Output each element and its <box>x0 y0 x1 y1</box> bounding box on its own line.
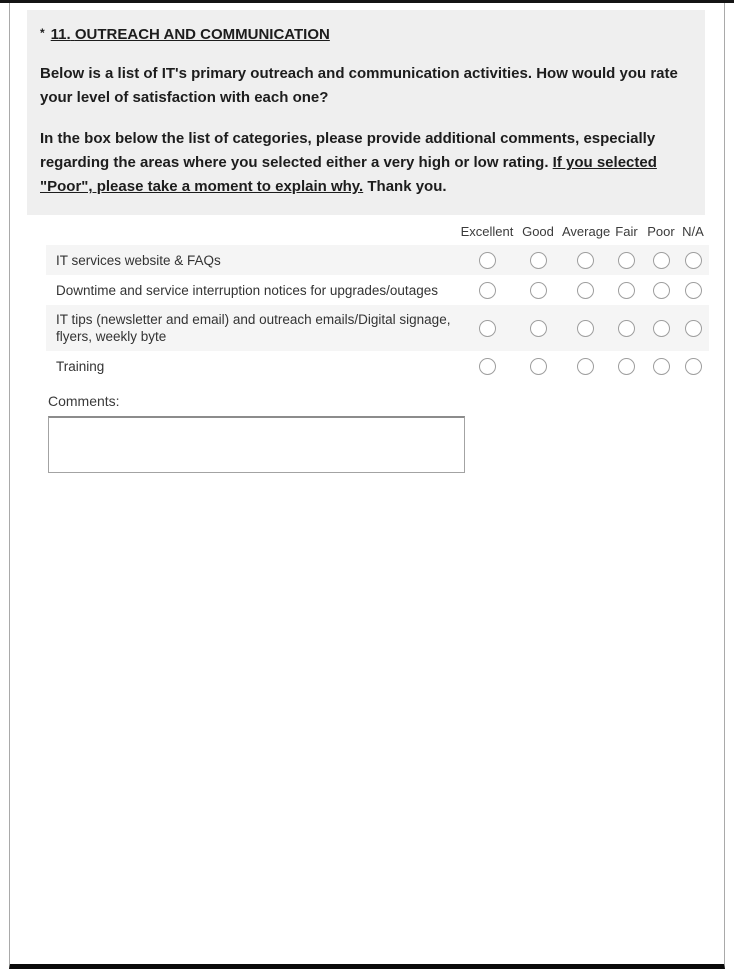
column-header-fair: Fair <box>615 224 638 239</box>
radio-it-services-website-faqs-fair[interactable] <box>618 252 635 269</box>
radio-training-average[interactable] <box>577 358 594 375</box>
radio-it-services-website-faqs-average[interactable] <box>577 252 594 269</box>
radio-downtime-and-service-int-fair[interactable] <box>618 282 635 299</box>
radio-cell <box>645 311 677 345</box>
row-label: IT tips (newsletter and email) and outreach emails/Digital signage, flyers, weekly byte <box>56 312 451 344</box>
radio-cell <box>562 311 608 345</box>
comments-label: Comments: <box>48 393 120 409</box>
radio-cell <box>562 357 608 375</box>
radio-it-tips-newsletter-and-e-poor[interactable] <box>653 320 670 337</box>
matrix-row <box>46 305 709 351</box>
column-header-excellent: Excellent <box>460 224 514 239</box>
radio-downtime-and-service-int-excellent[interactable] <box>479 282 496 299</box>
radio-downtime-and-service-int-poor[interactable] <box>653 282 670 299</box>
comments-paragraph-before: In the box below the list of categories, please provide additional comments, especially regarding the areas where you selected either a very high or low rating. <box>40 130 656 171</box>
radio-cell <box>608 311 645 345</box>
radio-training-poor[interactable] <box>653 358 670 375</box>
radio-training-fair[interactable] <box>618 358 635 375</box>
comments-paragraph-underlined: If you selected "Poor", please take a moment to explain why. <box>40 154 657 195</box>
radio-it-services-website-faqs-excellent[interactable] <box>479 252 496 269</box>
radio-cell <box>645 357 677 375</box>
radio-it-tips-newsletter-and-e-n-a[interactable] <box>685 320 702 337</box>
radio-cell <box>608 251 645 269</box>
radio-cell <box>677 311 709 345</box>
radio-cell <box>677 251 709 269</box>
comments-paragraph-after: Thank you. <box>363 178 447 195</box>
radio-it-services-website-faqs-n-a[interactable] <box>685 252 702 269</box>
radio-cell <box>514 251 562 269</box>
radio-cell <box>460 311 514 345</box>
radio-downtime-and-service-int-n-a[interactable] <box>685 282 702 299</box>
radio-cell <box>562 251 608 269</box>
radio-cell <box>608 281 645 299</box>
question-title-text: OUTREACH AND COMMUNICATION <box>74 26 330 43</box>
radio-cell <box>677 357 709 375</box>
radio-cell <box>514 281 562 299</box>
row-label: Training <box>56 358 105 374</box>
radio-cell <box>460 251 514 269</box>
radio-it-services-website-faqs-good[interactable] <box>530 252 547 269</box>
radio-it-tips-newsletter-and-e-average[interactable] <box>577 320 594 337</box>
question-intro-paragraph: Below is a list of IT's primary outreach and communication activities. How would you rate your level of satisfaction with each one? <box>40 65 678 106</box>
matrix-row <box>46 245 709 275</box>
column-header-good: Good <box>522 224 554 239</box>
radio-cell <box>677 281 709 299</box>
required-asterisk: * <box>40 26 45 40</box>
radio-cell <box>645 251 677 269</box>
radio-cell <box>514 311 562 345</box>
matrix-row <box>46 275 709 305</box>
row-label: Downtime and service interruption notices for upgrades/outages <box>56 282 438 298</box>
column-header-average: Average <box>562 224 611 239</box>
rating-matrix <box>46 224 709 381</box>
radio-training-excellent[interactable] <box>479 358 496 375</box>
row-label: IT services website & FAQs <box>56 252 221 268</box>
radio-training-good[interactable] <box>530 358 547 375</box>
matrix-row <box>46 351 709 381</box>
radio-cell <box>645 281 677 299</box>
radio-it-tips-newsletter-and-e-fair[interactable] <box>618 320 635 337</box>
comments-section <box>48 393 724 473</box>
radio-cell <box>562 281 608 299</box>
question-comments-paragraph <box>40 127 692 199</box>
survey-page <box>9 3 725 969</box>
matrix-body <box>46 245 709 381</box>
radio-cell <box>460 357 514 375</box>
radio-cell <box>514 357 562 375</box>
comments-textarea[interactable] <box>48 416 465 473</box>
radio-cell <box>460 281 514 299</box>
question-block <box>27 10 705 215</box>
radio-it-tips-newsletter-and-e-good[interactable] <box>530 320 547 337</box>
radio-downtime-and-service-int-average[interactable] <box>577 282 594 299</box>
radio-it-tips-newsletter-and-e-excellent[interactable] <box>479 320 496 337</box>
radio-it-services-website-faqs-poor[interactable] <box>653 252 670 269</box>
radio-cell <box>608 357 645 375</box>
radio-downtime-and-service-int-good[interactable] <box>530 282 547 299</box>
column-header-n-a: N/A <box>682 224 704 239</box>
matrix-header <box>46 224 709 245</box>
radio-training-n-a[interactable] <box>685 358 702 375</box>
question-title <box>40 23 692 45</box>
question-number: 11. <box>50 26 71 43</box>
column-header-poor: Poor <box>647 224 675 239</box>
